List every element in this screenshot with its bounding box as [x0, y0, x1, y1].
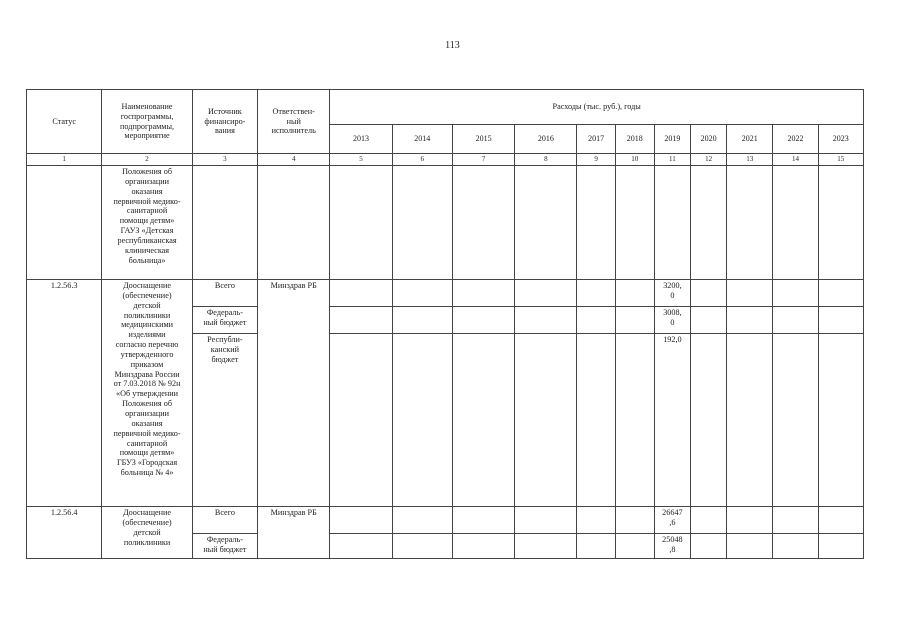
header-row	[27, 90, 864, 125]
source-cell: Всего	[192, 507, 257, 534]
value-cell-2019: 26647 ,6	[654, 507, 690, 534]
column-number: 12	[690, 154, 726, 166]
value-cell	[577, 534, 615, 559]
value-cell	[727, 334, 773, 507]
column-number: 11	[654, 154, 690, 166]
value-cell	[515, 334, 577, 507]
column-number: 6	[392, 154, 452, 166]
value-cell	[615, 307, 654, 334]
value-cell	[392, 534, 452, 559]
value-cell	[818, 307, 863, 334]
value-cell	[690, 307, 726, 334]
header-name: Наименование госпрограммы, подпрограммы, мероприятие	[102, 90, 192, 154]
source-cell: Республи- канский бюджет	[192, 334, 257, 507]
column-number: 5	[330, 154, 392, 166]
measure-name-cell: Положения об организации оказания первичной медико- санитарной помощи детям» ГАУЗ «Детская республиканская клиническая больница»	[102, 166, 192, 280]
value-cell	[690, 507, 726, 534]
value-cell	[727, 534, 773, 559]
value-cell	[615, 280, 654, 307]
value-cell	[773, 334, 818, 507]
year-cell: 2015	[452, 125, 514, 154]
value-cell	[615, 166, 654, 280]
value-cell	[452, 280, 514, 307]
column-number: 2	[102, 154, 192, 166]
value-cell-2019: 3008, 0	[654, 307, 690, 334]
value-cell	[330, 307, 392, 334]
value-cell	[773, 534, 818, 559]
value-cell	[690, 334, 726, 507]
value-cell	[392, 307, 452, 334]
source-cell	[192, 166, 257, 280]
year-cell: 2021	[727, 125, 773, 154]
year-cell: 2016	[515, 125, 577, 154]
value-cell	[330, 280, 392, 307]
value-cell	[392, 507, 452, 534]
header-executor: Ответствен- ный исполнитель	[258, 90, 330, 154]
value-cell	[330, 534, 392, 559]
year-cell: 2017	[577, 125, 615, 154]
value-cell-2019: 3200, 0	[654, 280, 690, 307]
year-cell: 2020	[690, 125, 726, 154]
source-cell: Всего	[192, 280, 257, 307]
year-cell: 2023	[818, 125, 863, 154]
measure-name-cell: Дооснащение (обеспечение) детской поликлиники	[102, 507, 192, 559]
value-cell	[515, 507, 577, 534]
header-source: Источник финансиро- вания	[192, 90, 257, 154]
year-cell: 2013	[330, 125, 392, 154]
value-cell	[330, 166, 392, 280]
value-cell	[690, 166, 726, 280]
value-cell	[577, 166, 615, 280]
value-cell	[773, 166, 818, 280]
executor-cell	[258, 166, 330, 280]
column-number: 7	[452, 154, 514, 166]
status-cell: 1.2.56.4	[27, 507, 102, 559]
value-cell	[818, 166, 863, 280]
value-cell	[654, 166, 690, 280]
value-cell	[577, 280, 615, 307]
value-cell	[727, 307, 773, 334]
column-numbers-row	[27, 154, 864, 166]
measure-name-cell: Дооснащение (обеспечение) детской поликлиники медицинскими изделиями согласно перечню утвержденного приказом Минздрава России от 7.03.2018 № 92н «Об утверждении Положения об организации оказания первичной медико- санитарной помощи детям» ГБУЗ «Городская больница № 4»	[102, 280, 192, 507]
value-cell	[690, 534, 726, 559]
value-cell	[330, 334, 392, 507]
year-cell: 2019	[654, 125, 690, 154]
value-cell	[577, 334, 615, 507]
value-cell	[452, 307, 514, 334]
value-cell	[452, 334, 514, 507]
value-cell	[577, 307, 615, 334]
column-number: 15	[818, 154, 863, 166]
value-cell	[727, 280, 773, 307]
value-cell	[818, 280, 863, 307]
value-cell-2019: 25048 ,8	[654, 534, 690, 559]
value-cell	[818, 534, 863, 559]
budget-table	[26, 89, 864, 559]
value-cell	[773, 280, 818, 307]
column-number: 8	[515, 154, 577, 166]
column-number: 9	[577, 154, 615, 166]
value-cell	[615, 334, 654, 507]
value-cell	[773, 307, 818, 334]
executor-cell: Минздрав РБ	[258, 280, 330, 507]
source-cell: Федераль- ный бюджет	[192, 534, 257, 559]
value-cell	[392, 166, 452, 280]
value-cell	[577, 507, 615, 534]
status-cell: 1.2.56.3	[27, 280, 102, 507]
value-cell	[690, 280, 726, 307]
value-cell	[515, 280, 577, 307]
column-number: 14	[773, 154, 818, 166]
value-cell	[452, 166, 514, 280]
table-row	[27, 507, 864, 534]
value-cell	[773, 507, 818, 534]
header-expenses: Расходы (тыс. руб.), годы	[330, 90, 864, 125]
table-row	[27, 280, 864, 307]
value-cell	[452, 507, 514, 534]
page-number: 113	[445, 40, 460, 51]
year-cell: 2014	[392, 125, 452, 154]
value-cell	[330, 507, 392, 534]
value-cell	[515, 166, 577, 280]
source-cell: Федераль- ный бюджет	[192, 307, 257, 334]
value-cell	[615, 534, 654, 559]
executor-cell: Минздрав РБ	[258, 507, 330, 559]
value-cell-2019: 192,0	[654, 334, 690, 507]
value-cell	[615, 507, 654, 534]
value-cell	[727, 507, 773, 534]
year-cell: 2018	[615, 125, 654, 154]
value-cell	[515, 307, 577, 334]
column-number: 10	[615, 154, 654, 166]
value-cell	[515, 534, 577, 559]
table-row	[27, 166, 864, 280]
status-cell	[27, 166, 102, 280]
column-number: 3	[192, 154, 257, 166]
value-cell	[452, 534, 514, 559]
column-number: 1	[27, 154, 102, 166]
column-number: 4	[258, 154, 330, 166]
value-cell	[392, 280, 452, 307]
value-cell	[727, 166, 773, 280]
year-cell: 2022	[773, 125, 818, 154]
value-cell	[392, 334, 452, 507]
value-cell	[818, 334, 863, 507]
column-number: 13	[727, 154, 773, 166]
header-status: Статус	[27, 90, 102, 154]
value-cell	[818, 507, 863, 534]
